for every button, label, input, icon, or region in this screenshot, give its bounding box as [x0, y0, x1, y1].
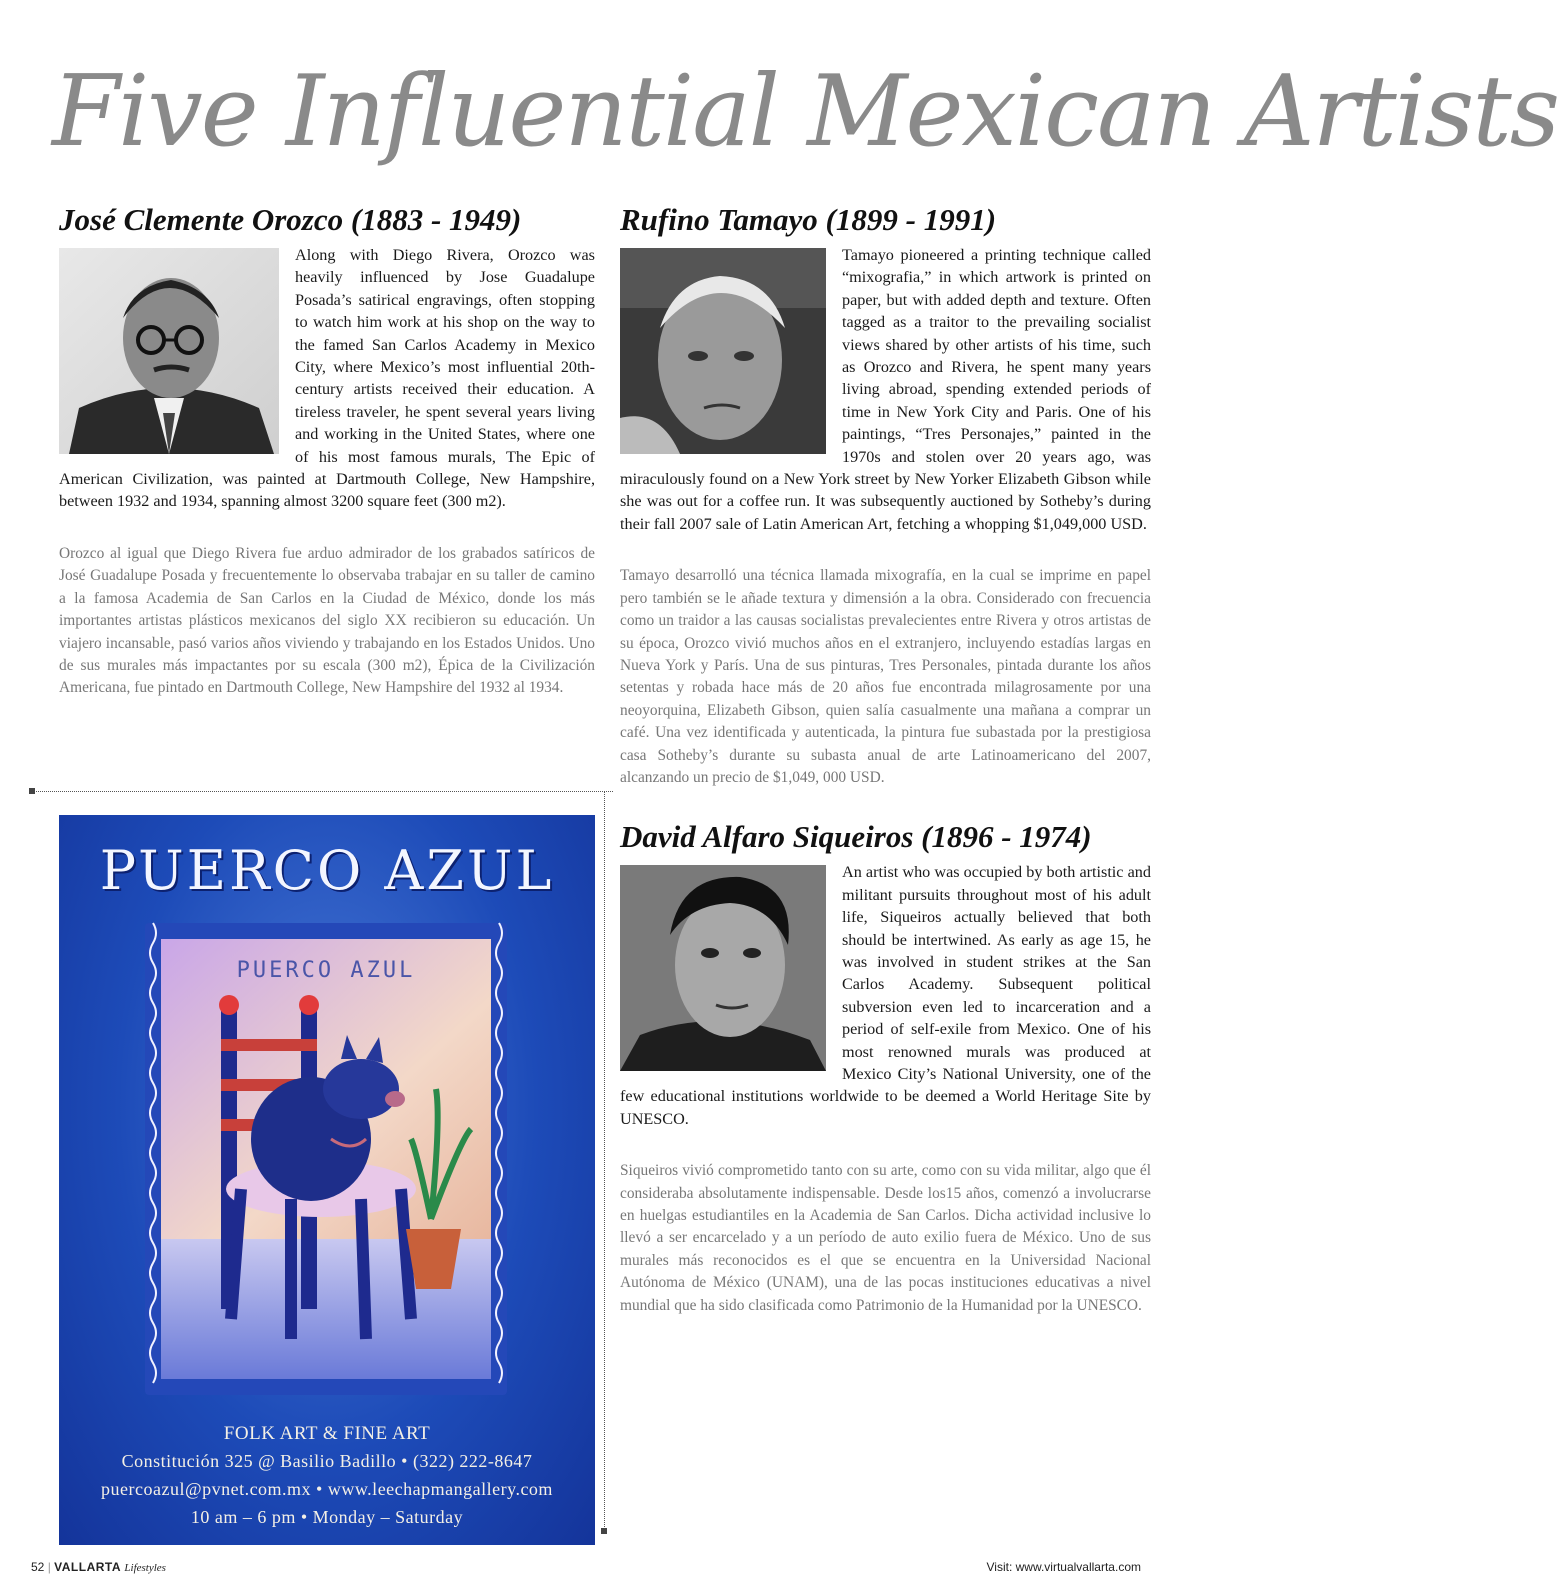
magazine-brand: VALLARTA [54, 1560, 122, 1574]
article-spanish-text: Tamayo desarrolló una técnica llamada mixografía, en la cual se imprime en papel pero también se le añade textura y dimensión a la obra. Considerado con frecuencia como un traidor a las causas socialistas prevalecientes entre Rivera y otros artistas de su época, Orozco vivió muchos años en el extranjero, incluyendo estadías largas en Nueva York y París. Una de sus pinturas, Tres Personales, pintada durante los años setentas y robada hace más de 20 años fue encontrada milagrosamente por una neoyorquina, Elizabeth Gibson, quien salía casualmente una mañana a comprar un café. Una vez identificada y autenticada, la pintura fue subastada por la prestigiosa casa Sotheby’s durante su subasta anual de arte Latinoamericano del 2007, alcanzando un precio de $1,049, 000 USD. [620, 567, 1151, 786]
footer-page-info: 52 | VALLARTA Lifestyles [31, 1560, 166, 1574]
article-heading: David Alfaro Siqueiros (1896 - 1974) [620, 819, 1092, 855]
orozco-portrait-photo [59, 248, 279, 454]
ad-contact[interactable]: puercoazul@pvnet.com.mx • www.leechapmangallery.com [101, 1479, 553, 1499]
article-orozco [59, 202, 595, 700]
footer-visit-link[interactable]: Visit: www.virtualvallarta.com [986, 1560, 1141, 1574]
page-title: Five Influential Mexican Artists [52, 55, 1558, 169]
article-heading: José Clemente Orozco (1883 - 1949) [59, 202, 522, 237]
section-divider-vertical [604, 791, 605, 1531]
ad-hours: 10 am – 6 pm • Monday – Saturday [190, 1507, 464, 1527]
article-heading: Rufino Tamayo (1899 - 1991) [620, 202, 997, 237]
article-spanish-text: Siqueiros vivió comprometido tanto con su arte, como con su vida militar, algo que él consideraba absolutamente indispensable. Desde los15 años, comenzó a involucrarse en huelgas estudiantiles en la Academia de San Carlos. Dicha actividad inclusive lo llevó a ser encarcelado y a un período de auto exilio fuera de México. Uno de sus murales más reconocidos es el que se encuentra en la Universidad Nacional Autónoma de México (UNAM), una de las pocas instituciones educativas a nivel mundial que ha sido clasificada como Patrimonio de la Humanidad por la UNESCO. [620, 1162, 1151, 1314]
section-divider-horizontal [31, 791, 613, 792]
ad-title: PUERCO AZUL [99, 839, 555, 902]
divider-marker [29, 788, 35, 794]
article-english-text: Tamayo pioneered a printing technique called “mixografia,” in which artwork is printed on paper, but with added depth and texture. Often tagged as a traitor to the prevailing socialist views shared by other artists of his time, such as Orozco and Rivera, he spent many years living abroad, spending extended periods of time in New York City and Paris. One of his paintings, “Tres Personajes,” painted in the 1970s and stolen over 20 years ago, was miraculously found on a New York street by New Yorker Elizabeth Gibson while she was out for a coffee run. It was subsequently auctioned by Sotheby’s during their fall 2007 sale of Latin American Art, fetching a whopping $1,049,000 USD. [620, 246, 1151, 533]
ad-tagline: FOLK ART & FINE ART [223, 1423, 431, 1444]
article-siqueiros [620, 819, 1151, 1317]
tamayo-portrait-photo [620, 248, 826, 454]
magazine-brand-suffix: Lifestyles [124, 1562, 166, 1574]
ad-painting [161, 939, 491, 1379]
puerco-azul-advertisement[interactable] [59, 815, 595, 1545]
ad-address: Constitución 325 @ Basilio Badillo • (322) 222-8647 [121, 1451, 533, 1471]
article-english-text: An artist who was occupied by both artistic and militant pursuits throughout most of his adult life, Siqueiros actually believed that both should be intertwined. As early as age 15, he was involved in student strikes at the San Carlos Academy. Subsequent political subversion even led to incarceration and a period of self-exile from Mexico. One of his most renowned murals was produced at Mexico City’s National University, one of the few educational institutions worldwide to be deemed a World Heritage Site by UNESCO. [620, 863, 1151, 1128]
article-spanish-text: Orozco al igual que Diego Rivera fue arduo admirador de los grabados satíricos de José Guadalupe Posada y frecuentemente lo observaba trabajar en su taller de camino a la famosa Academia de San Carlos en la Ciudad de México, donde los más importantes artistas plásticos mexicanos del siglo XX recibieron su educación. Un viajero incansable, pasó varios años viviendo y trabajando en los Estados Unidos. Uno de sus murales más impactantes por su escala (300 m2), Épica de la Civilización Americana, fue pintado en Dartmouth College, New Hampshire del 1932 al 1934. [59, 544, 595, 697]
article-english-text: Along with Diego Rivera, Orozco was heavily influenced by Jose Guadalupe Posada’s satirical engravings, often stopping to watch him work at his shop on the way to the famed San Carlos Academy in Mexico City, where Mexico’s most influential 20th-century artists received their education. A tireless traveler, he spent several years living and working in the United States, where one of his most famous murals, The Epic of American Civilization, was painted at Dartmouth College, New Hampshire, between 1932 and 1934, spanning almost 3200 square feet (300 m2). [59, 246, 595, 511]
right-column [620, 202, 1151, 1317]
article-tamayo [620, 202, 1151, 789]
siqueiros-portrait-photo [620, 865, 826, 1071]
painting-sign-text: PUERCO AZUL [236, 958, 416, 983]
page-number: 52 [31, 1560, 45, 1574]
divider-marker [601, 1528, 607, 1534]
ad-painting-frame [145, 923, 507, 1395]
